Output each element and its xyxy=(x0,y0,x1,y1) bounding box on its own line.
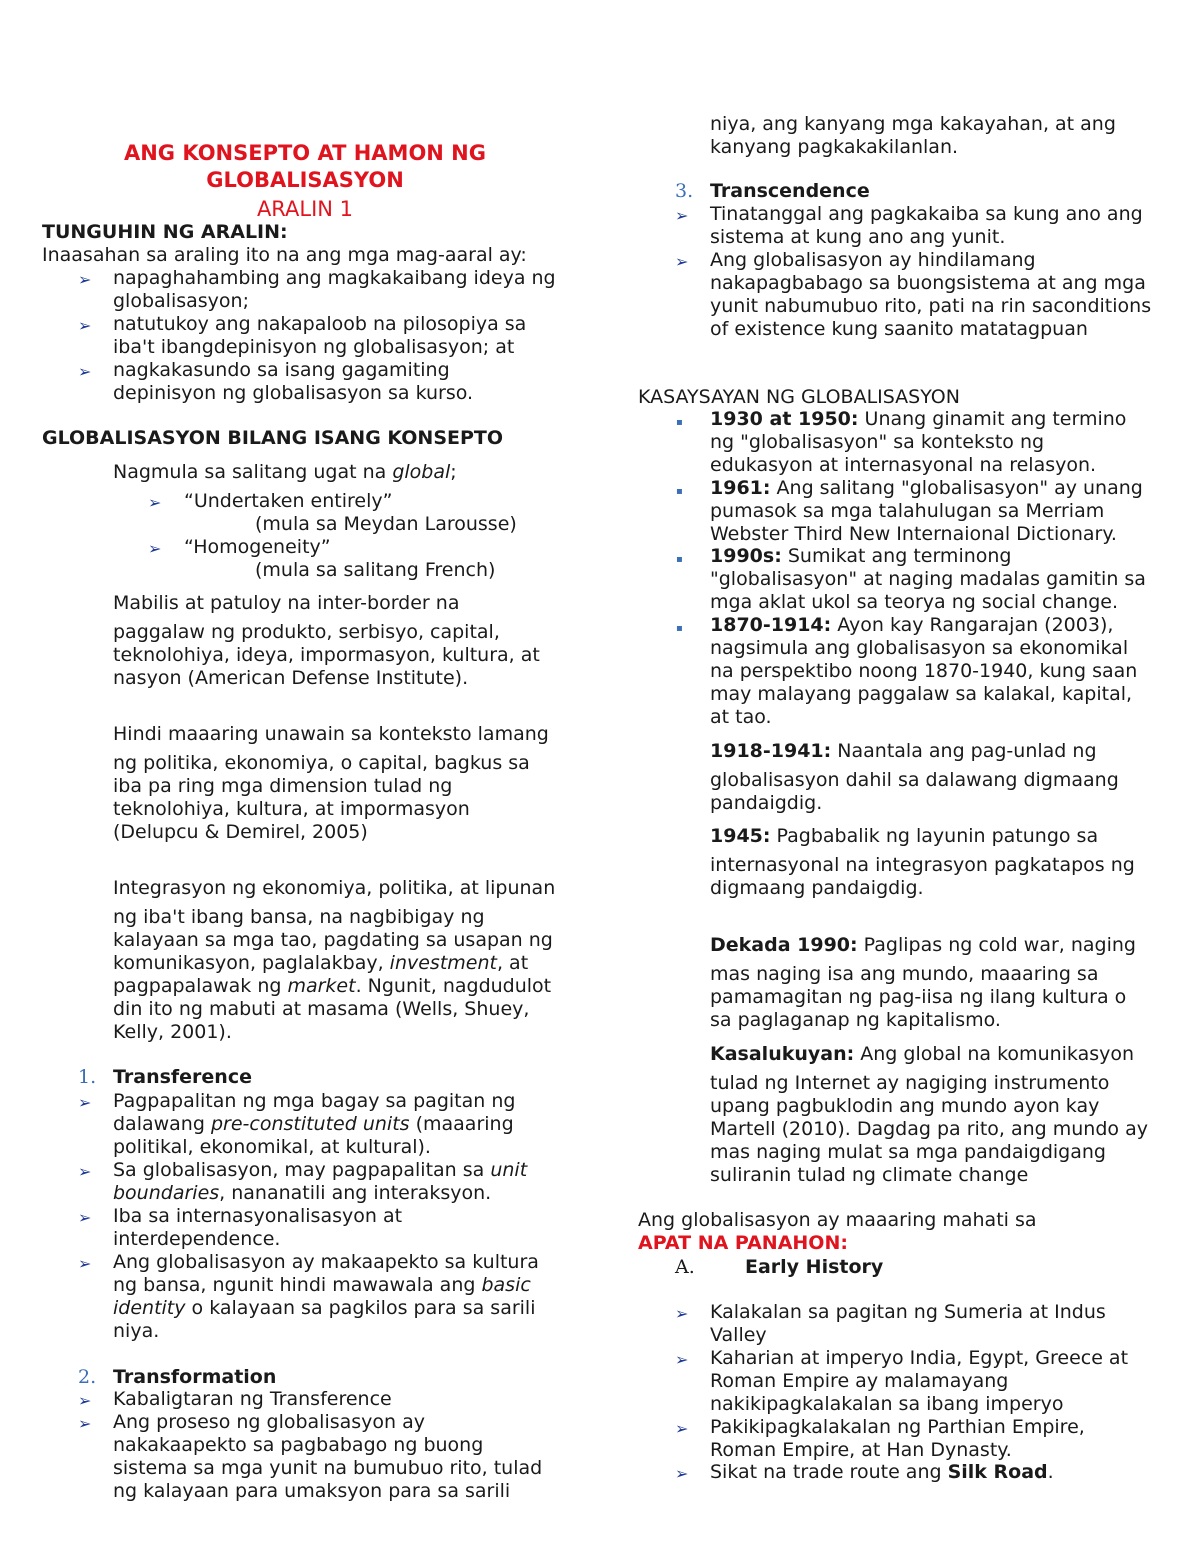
hindi-line-1: Hindi maaaring unawain sa konteksto lamang xyxy=(113,723,549,745)
square-bullet-icon: ▪ xyxy=(676,417,683,428)
title-line-1: ANG KONSEPTO AT HAMON NG xyxy=(123,141,486,165)
arrow-bullet-icon: ➢ xyxy=(78,1391,92,1410)
transference-item-4: Ang globalisasyon ay makaapekto sa kultura ng bansa, ngunit hindi mawawala ang basic identity o kalayaan sa pagkilos para sa sarili niya. xyxy=(113,1251,539,1342)
number-3: 3. xyxy=(675,180,694,202)
history-item-1870: 1870-1914: Ayon kay Rangarajan (2003), nagsimula ang globalisasyon sa ekonomikal na perspektibo noong 1870-1940, kung saan may malayang paggalaw sa kalakal, kapital, at tao. xyxy=(710,614,1138,728)
history-item-kasalukuyan-line-1: Kasalukuyan: Ang global na komunikasyon xyxy=(710,1043,1135,1065)
arrow-bullet-icon: ➢ xyxy=(675,252,689,271)
number-1: 1. xyxy=(78,1066,97,1088)
arrow-bullet-icon: ➢ xyxy=(675,1304,689,1323)
integrasyon-paragraph: ng iba't ibang bansa, na nagbibigay ng kalayaan sa mga tao, pagdating sa usapan ng komunikasyon, paglalakbay, investment, at pagpapalawak ng market. Ngunit, nagdudulot din ito ng mabuti at masama (Wells, Shuey, Kelly, 2001). xyxy=(113,906,553,1043)
history-item-1930: 1930 at 1950: Unang ginamit ang termino ng "globalisasyon" sa konteksto ng edukasyon at internasyonal na relasyon. xyxy=(710,408,1127,476)
transformation-item-2: Ang proseso ng globalisasyon ay nakakaapekto sa pagbabago ng buong sistema sa mga yunit na bumubuo rito, tulad ng kalayaan para umaksyon para sa sarili xyxy=(113,1411,543,1502)
homogeneity-term: “Homogeneity” xyxy=(184,536,331,558)
arrow-bullet-icon: ➢ xyxy=(78,1254,92,1273)
early-item-4: Sikat na trade route ang Silk Road. xyxy=(710,1461,1054,1483)
integrasyon-line-1: Integrasyon ng ekonomiya, politika, at lipunan xyxy=(113,877,556,899)
early-item-1: Kalakalan sa pagitan ng Sumeria at Indus Valley xyxy=(710,1301,1106,1346)
transcendence-item-1: Tinatanggal ang pagkakaiba sa kung ano ang sistema at kung ano ang yunit. xyxy=(710,203,1143,248)
transference-item-3: Iba sa internasyonalisasyon at interdependence. xyxy=(113,1205,403,1250)
mabilis-paragraph: paggalaw ng produkto, serbisyo, capital, teknolohiya, ideya, impormasyon, kultura, at nasyon (American Defense Institute). xyxy=(113,621,540,689)
konsepto-heading: GLOBALISASYON BILANG ISANG KONSEPTO xyxy=(42,427,504,449)
history-item-1990s: 1990s: Sumikat ang terminong "globalisasyon" at naging madalas gamitin sa mga aklat ukol sa teorya ng social change. xyxy=(710,545,1146,613)
history-item-1918-line-1: 1918-1941: Naantala ang pag-unlad ng xyxy=(710,740,1097,762)
aralin-label: ARALIN 1 xyxy=(256,197,354,221)
arrow-bullet-icon: ➢ xyxy=(675,1419,689,1438)
square-bullet-icon: ▪ xyxy=(676,554,683,565)
mahati-text: Ang globalisasyon ay maaaring mahati sa xyxy=(638,1209,1037,1231)
undertaken-source: (mula sa Meydan Larousse) xyxy=(255,513,517,535)
history-item-1961: 1961: Ang salitang "globalisasyon" ay unang pumasok sa mga talahulugan sa Merriam Webster Third New Internaional Dictionary. xyxy=(710,477,1143,545)
arrow-bullet-icon: ➢ xyxy=(78,362,92,381)
transcendence-heading: Transcendence xyxy=(710,180,870,202)
history-item-1918: globalisasyon dahil sa dalawang digmaang pandaigdig. xyxy=(710,769,1119,814)
objective-3: nagkakasundo sa isang gagamiting depinisyon ng globalisasyon sa kurso. xyxy=(113,359,474,404)
mabilis-line-1: Mabilis at patuloy na inter-border na xyxy=(113,592,460,614)
transformation-item-1: Kabaligtaran ng Transference xyxy=(113,1388,392,1410)
history-item-dekada: mas naging isa ang mundo, maaaring sa pamamagitan ng pag-iisa ng ilang kultura o sa paglaganap ng kapitalismo. xyxy=(710,963,1127,1031)
arrow-bullet-icon: ➢ xyxy=(675,1464,689,1483)
transference-item-1: Pagpapalitan ng mga bagay sa pagitan ng dalawang pre-constituted units (maaaring politikal, ekonomikal, at kultural). xyxy=(113,1090,516,1158)
transference-heading: Transference xyxy=(113,1066,252,1088)
history-item-kasalukuyan: tulad ng Internet ay nagiging instrumento upang pagbuklodin ang mundo ayon kay Martell (2010). Dagdag pa rito, ang mundo ay mas naging mulat sa mga pandaigdigang suliranin tulad ng climate change xyxy=(710,1072,1148,1186)
objective-1: napaghahambing ang magkakaibang ideya ng globalisasyon; xyxy=(113,267,556,312)
early-history-heading: Early History xyxy=(745,1256,884,1278)
square-bullet-icon: ▪ xyxy=(676,623,683,634)
arrow-bullet-icon: ➢ xyxy=(148,539,162,558)
apat-na-panahon-heading: APAT NA PANAHON: xyxy=(638,1232,848,1254)
transcendence-item-2: Ang globalisasyon ay hindilamang nakapagbabago sa buongsistema at ang mga yunit nabumubuo rito, pati na rin saconditions of existence kung saanito matatagpuan xyxy=(710,249,1152,340)
number-2: 2. xyxy=(78,1366,97,1388)
arrow-bullet-icon: ➢ xyxy=(78,1414,92,1433)
title-line-2: GLOBALISASYON xyxy=(206,168,404,192)
transference-item-2: Sa globalisasyon, may pagpapalitan sa unit boundaries, nananatili ang interaksyon. xyxy=(113,1159,528,1204)
square-bullet-icon: ▪ xyxy=(676,486,683,497)
arrow-bullet-icon: ➢ xyxy=(675,206,689,225)
nagmula-text: Nagmula sa salitang ugat na global; xyxy=(113,461,457,483)
hindi-paragraph: ng politika, ekonomiya, o capital, bagkus sa iba pa ring mga dimension tulad ng teknolohiya, kultura, at impormasyon (Delupcu & Demirel, 2005) xyxy=(113,752,530,843)
early-item-2: Kaharian at imperyo India, Egypt, Greece at Roman Empire ay malamayang nakikipagkalakalan sa ibang imperyo xyxy=(710,1347,1129,1415)
arrow-bullet-icon: ➢ xyxy=(78,270,92,289)
history-item-dekada-line-1: Dekada 1990: Paglipas ng cold war, naging xyxy=(710,934,1136,956)
arrow-bullet-icon: ➢ xyxy=(78,1162,92,1181)
kasaysayan-heading: KASAYSAYAN NG GLOBALISASYON xyxy=(638,386,960,408)
early-item-3: Pakikipagkalakalan ng Parthian Empire, Roman Empire, at Han Dynasty. xyxy=(710,1416,1085,1461)
intro-text: Inaasahan sa araling ito na ang mga mag-aaral ay: xyxy=(42,244,527,266)
arrow-bullet-icon: ➢ xyxy=(78,1093,92,1112)
arrow-bullet-icon: ➢ xyxy=(148,493,162,512)
objective-2: natutukoy ang nakapaloob na pilosopiya sa iba't ibangdepinisyon ng globalisasyon; at xyxy=(113,313,527,358)
tunguhin-heading: TUNGUHIN NG ARALIN: xyxy=(42,221,288,243)
arrow-bullet-icon: ➢ xyxy=(78,1208,92,1227)
history-item-1945-line-1: 1945: Pagbabalik ng layunin patungo sa xyxy=(710,825,1099,847)
undertaken-term: “Undertaken entirely” xyxy=(184,490,393,512)
arrow-bullet-icon: ➢ xyxy=(675,1350,689,1369)
transformation-heading: Transformation xyxy=(113,1366,277,1388)
continued-paragraph: niya, ang kanyang mga kakayahan, at ang kanyang pagkakakilanlan. xyxy=(710,113,1116,158)
letter-a: A. xyxy=(675,1256,695,1278)
history-item-1945: internasyonal na integrasyon pagkatapos ng digmaang pandaigdig. xyxy=(710,854,1135,899)
homogeneity-source: (mula sa salitang French) xyxy=(255,559,496,581)
arrow-bullet-icon: ➢ xyxy=(78,316,92,335)
